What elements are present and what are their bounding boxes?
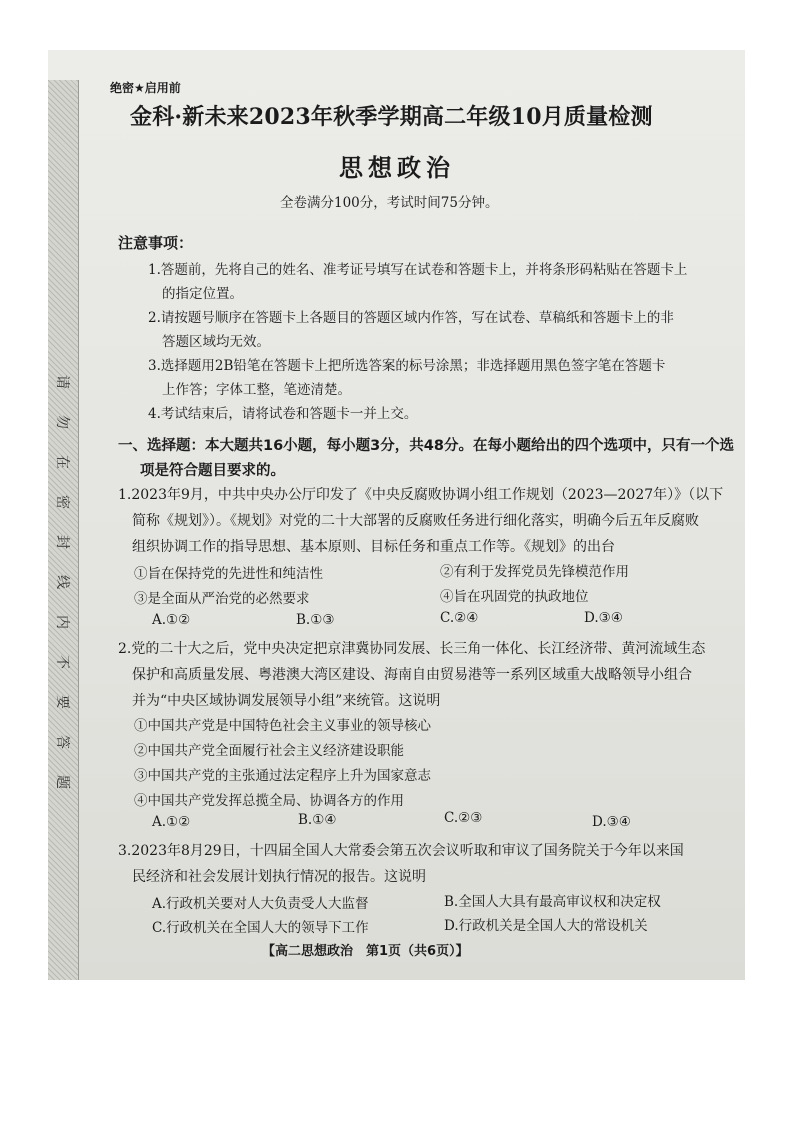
answer-choice: D.③④ — [584, 610, 623, 626]
question-stem: 组织协调工作的指导思想、基本原则、目标任务和重点工作等。《规划》的出台 — [132, 539, 615, 555]
section-heading: 一、选择题：本大题共16小题，每小题3分，共48分。在每小题给出的四个选项中，只有一个选 — [118, 438, 734, 454]
statement-item: ④中国共产党发挥总揽全局、协调各方的作用 — [134, 793, 404, 809]
question-stem: 3.2023年8月29日，十四届全国人大常委会第五次会议听取和审议了国务院关于今年以来国 — [118, 843, 684, 859]
note-line: 3.选择题用2B铅笔在答题卡上把所选答案的标号涂黑；非选择题用黑色签字笔在答题卡 — [148, 358, 666, 374]
answer-choice: C.②④ — [440, 610, 479, 626]
page-footer: 【高二思想政治 第1页（共6页）】 — [262, 944, 469, 959]
note-line: 4.考试结束后，请将试卷和答题卡一并上交。 — [148, 406, 418, 422]
question-stem: 2.党的二十大之后，党中央决定把京津冀协同发展、长三角一体化、长江经济带、黄河流域生态 — [118, 641, 706, 657]
answer-choice: B.①③ — [296, 612, 335, 628]
question-stem: 并为“中央区域协调发展领导小组”来统管。这说明 — [132, 693, 441, 709]
binding-char: 题 — [54, 775, 70, 789]
binding-char: 答 — [54, 735, 70, 749]
answer-choice: A.①② — [152, 814, 191, 830]
statement-item: ④旨在巩固党的执政地位 — [440, 589, 589, 605]
binding-char: 不 — [54, 655, 70, 669]
binding-char: 勿 — [54, 415, 70, 429]
exam-page-photo — [48, 50, 745, 980]
question-stem: 1.2023年9月，中共中央办公厅印发了《中央反腐败协调小组工作规划（2023—2027年）》（以下 — [118, 487, 724, 503]
answer-choice: A.①② — [152, 612, 191, 628]
note-line: 1.答题前，先将自己的姓名、准考证号填写在试卷和答题卡上，并将条形码粘贴在答题卡上 — [148, 262, 688, 278]
answer-choice: A.行政机关要对人大负责受人大监督 — [152, 896, 369, 912]
binding-char: 封 — [54, 535, 70, 549]
note-line: 上作答；字体工整，笔迹清楚。 — [162, 382, 351, 398]
note-line: 答题区域均无效。 — [162, 334, 270, 350]
statement-item: ③中国共产党的主张通过法定程序上升为国家意志 — [134, 768, 431, 784]
exam-info: 全卷满分100分，考试时间75分钟。 — [280, 195, 499, 211]
binding-char: 请 — [54, 375, 70, 389]
statement-item: ①中国共产党是中国特色社会主义事业的领导核心 — [134, 718, 431, 734]
question-stem: 民经济和社会发展计划执行情况的报告。这说明 — [132, 869, 426, 885]
notes-heading: 注意事项： — [118, 234, 194, 252]
question-stem: 简称《规划》）。《规划》对党的二十大部署的反腐败任务进行细化落实，明确今后五年反腐败 — [132, 513, 699, 529]
binding-strip — [48, 80, 79, 980]
answer-choice: B.①④ — [298, 812, 337, 828]
binding-char: 在 — [54, 455, 70, 469]
subject-title: 思想政治 — [339, 153, 455, 182]
binding-char: 内 — [54, 615, 70, 629]
answer-choice: D.③④ — [592, 814, 631, 830]
binding-char: 要 — [54, 695, 70, 709]
binding-char: 密 — [54, 495, 70, 509]
note-line: 的指定位置。 — [162, 286, 243, 302]
statement-item: ①旨在保持党的先进性和纯洁性 — [134, 566, 323, 582]
note-line: 2.请按题号顺序在答题卡上各题目的答题区域内作答，写在试卷、草稿纸和答题卡上的非 — [148, 310, 674, 326]
section-heading-cont: 项是符合题目要求的。 — [140, 463, 285, 479]
answer-choice: B.全国人大具有最高审议权和决定权 — [444, 894, 661, 910]
statement-item: ②中国共产党全面履行社会主义经济建设职能 — [134, 743, 404, 759]
question-stem: 保护和高质量发展、粤港澳大湾区建设、海南自由贸易港等一系列区域重大战略领导小组合 — [132, 667, 692, 683]
answer-choice: D.行政机关是全国人大的常设机关 — [444, 918, 648, 934]
statement-item: ②有利于发挥党员先锋模范作用 — [440, 564, 629, 580]
answer-choice: C.②③ — [444, 810, 483, 826]
secret-mark: 绝密★启用前 — [110, 81, 181, 95]
exam-title: 金科·新未来2023年秋季学期高二年级10月质量检测 — [130, 104, 653, 130]
answer-choice: C.行政机关在全国人大的领导下工作 — [152, 920, 369, 936]
binding-char: 线 — [54, 575, 70, 589]
statement-item: ③是全面从严治党的必然要求 — [134, 591, 310, 607]
